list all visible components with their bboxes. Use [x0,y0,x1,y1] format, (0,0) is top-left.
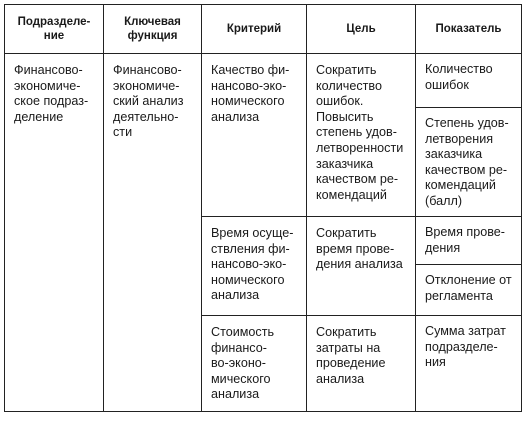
key-function-cell: Финансово- экономиче- ский анализ деятельно- сти [104,54,202,412]
indicator-item: Степень удов- летворения заказчика качеством ре- комендаций (балл) [416,107,521,216]
table-row [5,54,522,217]
indicator-cell [416,316,522,412]
criterion-cell: Время осуще- ствления фи- нансово-эко- номического анализа [202,217,307,316]
criterion-cell: Стоимость финансо- во-эконо- мического анализа [202,316,307,412]
criteria-table [4,4,522,412]
indicator-item: Время прове- дения [425,225,505,255]
header-criterion: Критерий [202,5,307,54]
indicator-cell [416,217,522,316]
goal-cell: Сократить время прове- дения анализа [307,217,416,316]
criterion-cell: Качество фи- нансово-эко- номического анализа [202,54,307,217]
indicator-item: Сумма затрат подразделе- ния [425,324,506,370]
header-row [5,5,522,54]
indicator-item: Отклонение от регламента [416,264,521,310]
header-goal: Цель [307,5,416,54]
indicator-item: Количество ошибок [425,62,493,92]
department-cell: Финансово- экономиче- ское подраз- деление [5,54,104,412]
goal-cell: Сократить затраты на проведение анализа [307,316,416,412]
goal-cell: Сократить количество ошибок. Повысить степень удов- летворенности заказчика качеством ре- комендаций [307,54,416,217]
header-key-function: Ключевая функция [104,5,202,54]
header-department: Подразделе- ние [5,5,104,54]
header-indicator: Показатель [416,5,522,54]
indicator-cell [416,54,522,217]
